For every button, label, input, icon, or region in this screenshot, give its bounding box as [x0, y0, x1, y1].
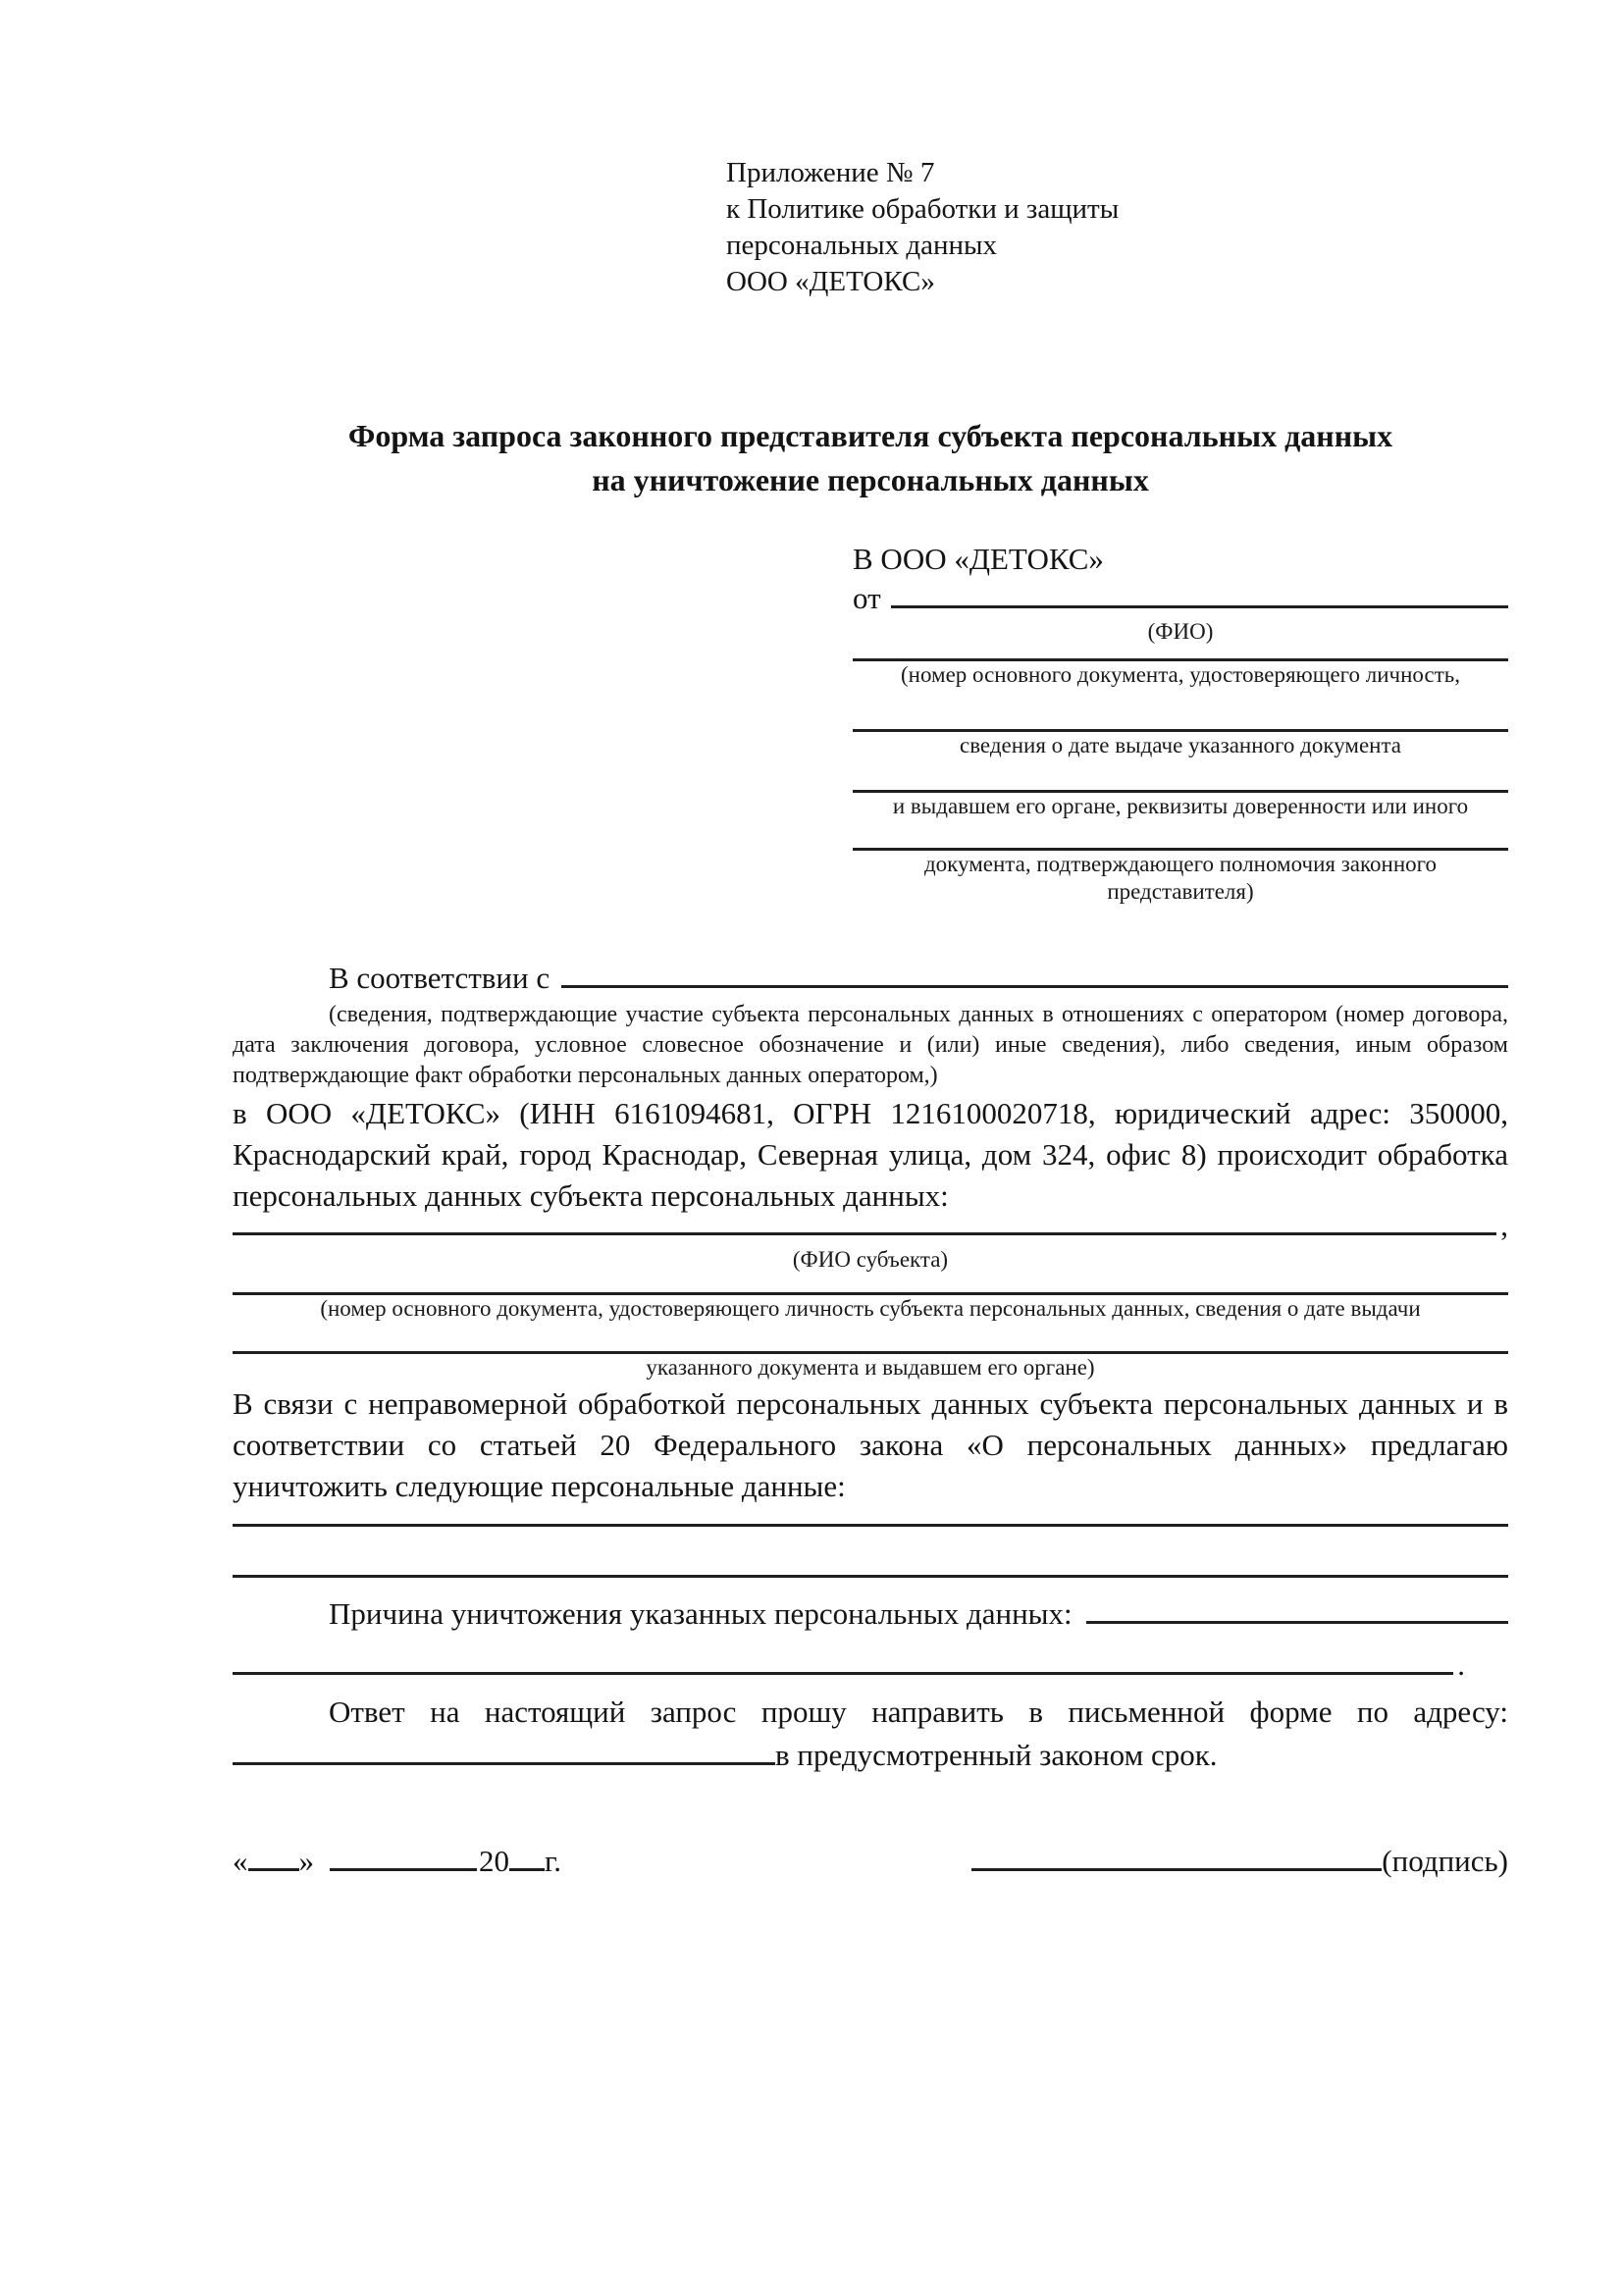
signature-label: (подпись) — [1382, 1844, 1508, 1878]
personal-data-field-1[interactable] — [233, 1507, 1508, 1527]
operator-paragraph: в ООО «ДЕТОКС» (ИНН 6161094681, ОГРН 1216100020718, юридический адрес: 350000, Краснодарский край, город Краснодар, Северная улица, дом 324, офис 8) происходит обработка персональных данных субъекта персональных данных: — [233, 1096, 1508, 1213]
date-century: 20 — [479, 1844, 509, 1878]
from-row — [853, 579, 1508, 618]
personal-data-field-2[interactable] — [233, 1527, 1508, 1578]
answer-paragraph: Ответ на настоящий запрос прошу направить в письменной форме по адресу: — [329, 1695, 1508, 1729]
field-caption-doc-4: документа, подтверждающего полномочия законного представителя) — [923, 852, 1437, 904]
appendix-line: ООО «ДЕТОКС» — [726, 266, 935, 297]
addressee-line: В ООО «ДЕТОКС» — [853, 542, 1104, 576]
subject-line-comma: , — [1500, 1208, 1508, 1242]
appendix-line: к Политике обработки и защиты — [726, 193, 1120, 225]
reason-continued-row — [233, 1644, 1508, 1686]
signature-field[interactable] — [971, 1868, 1382, 1871]
subject-name-field[interactable] — [233, 1231, 1496, 1235]
reason-row — [233, 1593, 1508, 1635]
recipient-block — [853, 540, 1508, 906]
date-month-field[interactable] — [330, 1868, 477, 1871]
date-field-group — [233, 1841, 561, 1882]
appendix-block — [726, 155, 1508, 300]
request-paragraph: В связи с неправомерной обработкой персональных данных субъекта персональных данных и в соответствии со статьей 20 Федерального закона «О персональных данных» предлагаю уничтожить следующие персональные данные: — [233, 1386, 1508, 1503]
answer-address-field[interactable] — [233, 1762, 775, 1765]
date-year-field[interactable] — [509, 1868, 545, 1871]
answer-tail: в предусмотренный законом срок. — [775, 1738, 1218, 1772]
reason-lead: Причина уничтожения указанных персональных данных: — [329, 1596, 1073, 1631]
date-year-suffix: г. — [545, 1844, 561, 1878]
document-title-line: Форма запроса законного представителя субъекта персональных данных — [347, 418, 1393, 453]
field-caption-doc-1: (номер основного документа, удостоверяющего личность, — [900, 662, 1460, 687]
representative-name-field[interactable] — [891, 604, 1508, 608]
accordance-note: (сведения, подтверждающие участие субъекта персональных данных в отношениях с оператором (номер договора, дата заключения договора, условное словесное обозначение и (или) иные сведения), либо сведения, иным образом подтверждающие факт обработки персональных данных оператором,) — [233, 1002, 1508, 1088]
field-caption-doc-3: и выдавшем его органе, реквизиты доверенности или иного — [892, 794, 1469, 818]
reason-field-2[interactable] — [233, 1671, 1453, 1675]
rep-document-field-2[interactable] — [853, 689, 1508, 732]
subject-caption-fio: (ФИО субъекта) — [792, 1247, 949, 1272]
signature-group — [971, 1841, 1508, 1882]
accordance-row — [233, 959, 1508, 998]
document-title — [233, 414, 1508, 502]
reason-line-period: . — [1457, 1647, 1465, 1682]
rep-document-field-1[interactable] — [853, 646, 1508, 661]
field-caption-fio: (ФИО) — [1147, 619, 1214, 644]
subject-document-field-2[interactable] — [233, 1323, 1508, 1354]
rep-document-field-3[interactable] — [853, 759, 1508, 793]
accordance-lead: В соответствии с — [329, 961, 550, 995]
subject-caption-doc-2: указанного документа и выдавшем его органе) — [646, 1355, 1095, 1380]
appendix-line: Приложение № 7 — [726, 157, 935, 188]
accordance-basis-field[interactable] — [561, 984, 1508, 988]
footer-row — [233, 1841, 1508, 1882]
subject-document-field-1[interactable] — [233, 1274, 1508, 1295]
date-open-quote: « — [233, 1844, 248, 1878]
answer-address-row — [233, 1735, 1508, 1776]
reason-field-1[interactable] — [1086, 1620, 1508, 1624]
field-caption-doc-2: сведения о дате выдаче указанного документа — [959, 733, 1402, 757]
rep-document-field-4[interactable] — [853, 820, 1508, 851]
document-title-line: на уничтожение персональных данных — [592, 462, 1149, 497]
date-day-field[interactable] — [248, 1868, 299, 1871]
from-label: от — [853, 581, 881, 615]
date-close-quote: » — [298, 1844, 314, 1878]
appendix-line: персональных данных — [726, 230, 998, 261]
subject-caption-doc-1: (номер основного документа, удостоверяющего личность субъекта персональных данных, сведения о дате выдачи — [320, 1296, 1421, 1321]
